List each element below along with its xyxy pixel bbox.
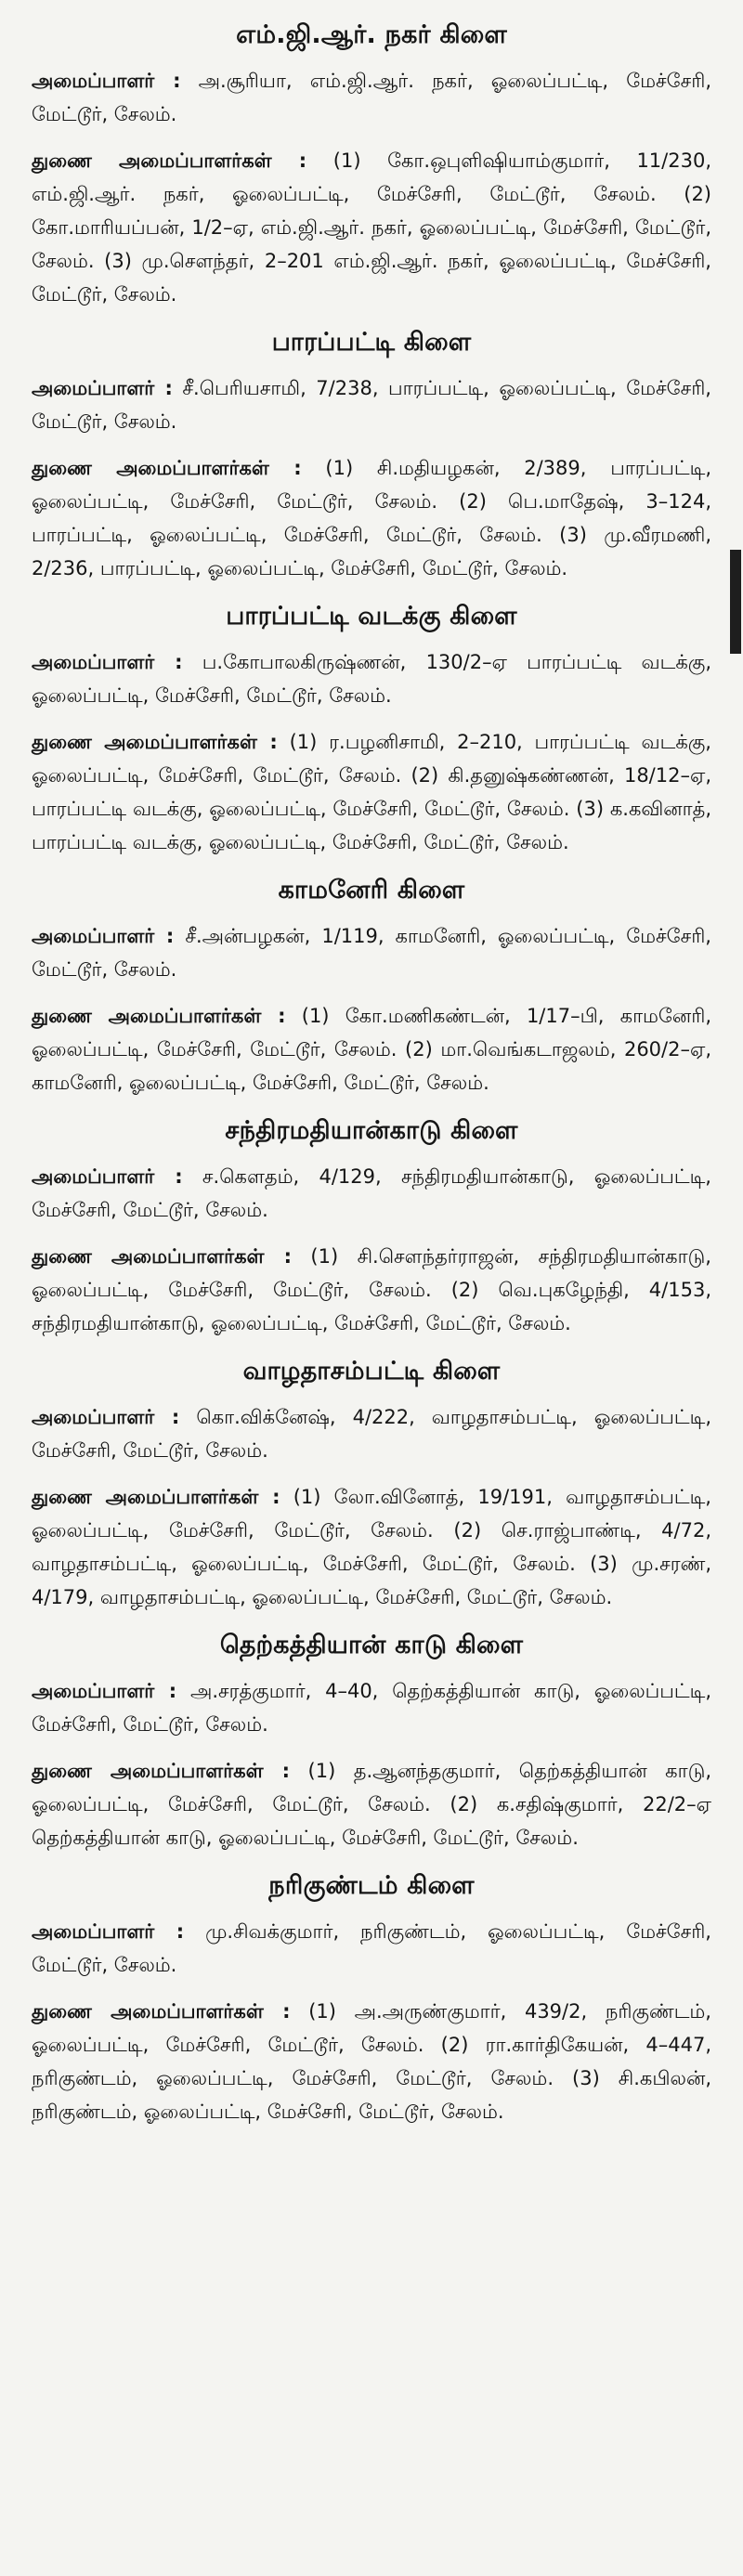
secretary-details: சீ.அன்பழகன், 1/119, காமனேரி, ஓலைப்பட்டி, மேச்சேரி, மேட்டூர், சேலம்.: [32, 925, 711, 981]
secretary-details: சீ.பெரியசாமி, 7/238, பாரப்பட்டி, ஓலைப்பட்டி, மேச்சேரி, மேட்டூர், சேலம்.: [32, 377, 711, 433]
branch-narigundam: [32, 1871, 711, 2128]
secretary-details: ச.கௌதம், 4/129, சந்திரமதியான்காடு, ஓலைப்பட்டி, மேச்சேரி, மேட்டூர், சேலம்.: [32, 1165, 711, 1221]
branch-chandramathiyankadu: [32, 1116, 711, 1340]
branch-vazhathasampatti: [32, 1357, 711, 1614]
branch-title: வாழதாசம்பட்டி கிளை: [242, 1357, 501, 1386]
branch-mgr-nagar: [32, 20, 711, 311]
deputies-details: (1) த.ஆனந்தகுமார், தெற்கத்தியான் காடு, ஓலைப்பட்டி, மேச்சேரி, மேட்டூர், சேலம். (2) க.சதிஷ்குமார், 22/2–ஏ தெற்கத்தியான் காடு, ஓலைப்பட்டி, மேச்சேரி, மேட்டூர், சேலம்.: [32, 1760, 711, 1849]
branch-parappatti: [32, 328, 711, 585]
secretary-entry: [32, 1915, 711, 1982]
secretary-label: அமைப்பாளர் :: [32, 377, 173, 399]
deputies-entry: [32, 1480, 711, 1614]
secretary-label: அமைப்பாளர் :: [32, 70, 181, 92]
deputies-details: (1) அ.அருண்குமார், 439/2, நரிகுண்டம், ஓலைப்பட்டி, மேச்சேரி, மேட்டூர், சேலம். (2) ரா.கார்திகேயன், 4–447, நரிகுண்டம், ஓலைப்பட்டி, மேச்சேரி, மேட்டூர், சேலம். (3) சி.கபிலன், நரிகுண்டம், ஓலைப்பட்டி, மேச்சேரி, மேட்டூர், சேலம்.: [32, 2000, 711, 2123]
secretary-entry: [32, 1674, 711, 1741]
secretary-label: அமைப்பாளர் :: [32, 651, 183, 673]
secretary-entry: [32, 1400, 711, 1467]
deputies-label: துணை அமைப்பாளர்கள் :: [32, 150, 307, 172]
branch-parappatti-north: [32, 602, 711, 859]
deputies-entry: [32, 451, 711, 585]
branch-title: எம்.ஜி.ஆர். நகர் கிளை: [236, 20, 507, 49]
deputies-entry: [32, 1754, 711, 1854]
secretary-details: அ.சூரியா, எம்.ஜி.ஆர். நகர், ஓலைப்பட்டி, மேச்சேரி, மேட்டூர், சேலம்.: [32, 70, 712, 125]
secretary-label: அமைப்பாளர் :: [32, 1406, 180, 1428]
deputies-label: துணை அமைப்பாளர்கள் :: [32, 2000, 291, 2023]
deputies-label: துணை அமைப்பாளர்கள் :: [32, 731, 278, 753]
branch-title: தெற்கத்தியான் காடு கிளை: [219, 1631, 524, 1659]
deputies-entry: [32, 999, 711, 1099]
branch-title: பாரப்பட்டி வடக்கு கிளை: [226, 602, 517, 631]
branch-title: நரிகுண்டம் கிளை: [268, 1871, 475, 1900]
branch-title: காமனேரி கிளை: [278, 876, 465, 904]
secretary-details: மு.சிவக்குமார், நரிகுண்டம், ஓலைப்பட்டி, மேச்சேரி, மேட்டூர், சேலம்.: [32, 1920, 711, 1976]
secretary-entry: [32, 371, 711, 438]
deputies-details: (1) கோ.ஒபுளிஷியாம்குமார், 11/230, எம்.ஜி.ஆர். நகர், ஓலைப்பட்டி, மேச்சேரி, மேட்டூர், சேலம். (2) கோ.மாரியப்பன், 1/2–ஏ, எம்.ஜி.ஆர். நகர், ஓலைப்பட்டி, மேச்சேரி, மேட்டூர், சேலம். (3) மு.சௌந்தர், 2–201 எம்.ஜி.ஆர். நகர், ஓலைப்பட்டி, மேச்சேரி, மேட்டூர், சேலம்.: [32, 150, 711, 306]
deputies-details: (1) ர.பழனிசாமி, 2–210, பாரப்பட்டி வடக்கு, ஓலைப்பட்டி, மேச்சேரி, மேட்டூர், சேலம். (2) கி.தனுஷ்கண்ணன், 18/12–ஏ, பாரப்பட்டி வடக்கு, ஓலைப்பட்டி, மேச்சேரி, மேட்டூர், சேலம். (3) க.கவினாத், பாரப்பட்டி வடக்கு, ஓலைப்பட்டி, மேச்சேரி, மேட்டூர், சேலம்.: [32, 731, 711, 853]
deputies-details: (1) லோ.வினோத், 19/191, வாழதாசம்பட்டி, ஓலைப்பட்டி, மேச்சேரி, மேட்டூர், சேலம். (2) செ.ராஜ்பாண்டி, 4/72, வாழதாசம்பட்டி, ஓலைப்பட்டி, மேச்சேரி, மேட்டூர், சேலம். (3) மு.சரண், 4/179, வாழதாசம்பட்டி, ஓலைப்பட்டி, மேச்சேரி, மேட்டூர், சேலம்.: [32, 1486, 711, 1608]
branch-kamaneri: [32, 876, 711, 1099]
deputies-details: (1) கோ.மணிகண்டன், 1/17–பி, காமனேரி, ஓலைப்பட்டி, மேச்சேரி, மேட்டூர், சேலம். (2) மா.வெங்கடாஜலம், 260/2–ஏ, காமனேரி, ஓலைப்பட்டி, மேச்சேரி, மேட்டூர், சேலம்.: [32, 1005, 711, 1094]
deputies-details: (1) சி.மதியழகன், 2/389, பாரப்பட்டி, ஓலைப்பட்டி, மேச்சேரி, மேட்டூர், சேலம். (2) பெ.மாதேஷ், 3–124, பாரப்பட்டி, ஓலைப்பட்டி, மேச்சேரி, மேட்டூர், சேலம். (3) மு.வீரமணி, 2/236, பாரப்பட்டி, ஓலைப்பட்டி, மேச்சேரி, மேட்டூர், சேலம்.: [32, 457, 711, 579]
deputies-label: துணை அமைப்பாளர்கள் :: [32, 457, 302, 479]
page-edge-marker: [730, 550, 741, 654]
secretary-entry: [32, 64, 711, 131]
deputies-entry: [32, 725, 711, 859]
secretary-details: ப.கோபாலகிருஷ்ணன், 130/2–ஏ பாரப்பட்டி வடக்கு, ஓலைப்பட்டி, மேச்சேரி, மேட்டூர், சேலம்.: [32, 651, 711, 707]
secretary-entry: [32, 1160, 711, 1227]
branch-title: சந்திரமதியான்காடு கிளை: [225, 1116, 518, 1145]
deputies-entry: [32, 144, 711, 311]
secretary-entry: [32, 645, 711, 712]
secretary-details: கொ.விக்னேஷ், 4/222, வாழதாசம்பட்டி, ஓலைப்பட்டி, மேச்சேரி, மேட்டூர், சேலம்.: [32, 1406, 711, 1462]
secretary-details: அ.சரத்குமார், 4–40, தெற்கத்தியான் காடு, ஓலைப்பட்டி, மேச்சேரி, மேட்டூர், சேலம்.: [32, 1680, 711, 1736]
deputies-label: துணை அமைப்பாளர்கள் :: [32, 1486, 280, 1508]
deputies-label: துணை அமைப்பாளர்கள் :: [32, 1245, 292, 1268]
deputies-label: துணை அமைப்பாளர்கள் :: [32, 1760, 291, 1782]
branch-therkathiyan-kadu: [32, 1631, 711, 1854]
secretary-entry: [32, 919, 711, 986]
secretary-label: அமைப்பாளர் :: [32, 1920, 185, 1943]
secretary-label: அமைப்பாளர் :: [32, 1165, 183, 1188]
deputies-entry: [32, 1995, 711, 2128]
secretary-label: அமைப்பாளர் :: [32, 1680, 177, 1702]
deputies-entry: [32, 1240, 711, 1340]
deputies-label: துணை அமைப்பாளர்கள் :: [32, 1005, 286, 1027]
deputies-details: (1) சி.சௌந்தர்ராஜன், சந்திரமதியான்காடு, ஓலைப்பட்டி, மேச்சேரி, மேட்டூர், சேலம். (2) வெ.புகழேந்தி, 4/153, சந்திரமதியான்காடு, ஓலைப்பட்டி, மேச்சேரி, மேட்டூர், சேலம்.: [32, 1245, 711, 1334]
branch-title: பாரப்பட்டி கிளை: [271, 328, 472, 357]
secretary-label: அமைப்பாளர் :: [32, 925, 175, 947]
